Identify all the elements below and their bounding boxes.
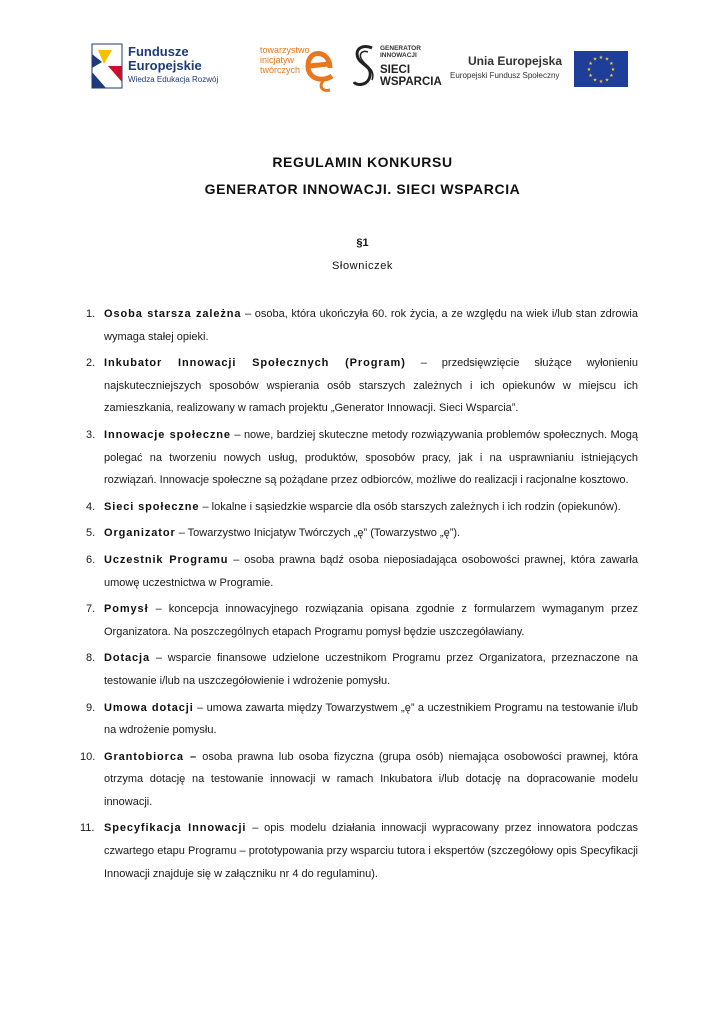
section-number: §1 bbox=[356, 237, 369, 249]
svg-text:★: ★ bbox=[592, 77, 598, 84]
definition-text: – koncepcja innowacyjnego rozwiązania opisana zgodnie z formularzem wymaganym przez Organizatora. Na poszczególnych etapach Programu pomysł będzie uszczegóławiany. bbox=[104, 603, 638, 638]
fe-subtitle: Wiedza Edukacja Rozwój bbox=[128, 75, 219, 84]
section-title: Słowniczek bbox=[331, 260, 394, 272]
e-ogonek-icon bbox=[300, 40, 340, 92]
ue-title: Unia Europejska bbox=[468, 54, 563, 68]
fe-name-line1: Fundusze bbox=[128, 44, 189, 59]
doc-title-line1: REGULAMIN KONKURSU bbox=[272, 154, 453, 170]
doc-title-line2: GENERATOR INNOWACJI. SIECI WSPARCIA bbox=[204, 181, 521, 197]
definition-item bbox=[0, 496, 725, 519]
gis-small-line2: INNOWACJI bbox=[380, 52, 417, 59]
definition-number: 7. bbox=[86, 603, 96, 616]
definition-text: – lokalne i sąsiedzkie wsparcie dla osób starszych zależnych i ich rodzin (opiekunów). bbox=[199, 500, 621, 513]
definitions-list bbox=[0, 303, 725, 889]
definition-number: 6. bbox=[86, 553, 96, 566]
definition-text: – osoba, która ukończyła 60. rok życia, a ze względu na wiek i/lub stan zdrowia wymaga stałej opieki. bbox=[104, 308, 638, 343]
definition-item bbox=[0, 746, 725, 814]
definition-item bbox=[0, 522, 725, 545]
definition-item bbox=[0, 817, 725, 885]
definition-number: 5. bbox=[86, 527, 96, 540]
gis-big-line1: SIECI bbox=[380, 64, 411, 76]
definition-number: 2. bbox=[86, 357, 96, 370]
svg-text:★: ★ bbox=[609, 61, 614, 67]
svg-text:★: ★ bbox=[598, 55, 604, 61]
svg-text:★: ★ bbox=[609, 73, 614, 79]
eu-stars-icon bbox=[574, 51, 628, 87]
definition-text: – nowe, bardziej skuteczne metody rozwiązywania problemów społecznych. Mogą polegać na tworzeniu nowych usług, produktów, sposobów pracy, jak i na usprawnianiu istniejących rozwiązań. Innowacje społeczne są pożądane przez odbiorców, możliwe do realizacji i racjonalne kosztowo. bbox=[104, 428, 638, 487]
definition-number: 1. bbox=[86, 308, 96, 320]
svg-text:★: ★ bbox=[588, 61, 593, 67]
tit-line3: twórczych bbox=[260, 65, 301, 75]
definition-text: – opis modelu działania innowacji wypracowany przez innowatora podczas czwartego etapu Programu – prototypowania przy wsparciu tutora i ekspertów (szczegółowy opis Specyfikacji Innowacji znajduje się w załączniku nr 4 do regulaminu). bbox=[104, 822, 638, 880]
definition-item bbox=[0, 697, 725, 742]
unia-europejska-logo bbox=[450, 38, 630, 94]
header-logos bbox=[0, 38, 725, 94]
svg-text:★: ★ bbox=[586, 67, 592, 73]
definition-number: 10. bbox=[80, 750, 96, 763]
svg-text:★: ★ bbox=[610, 67, 616, 73]
definition-term: Specyfikacja Innowacji bbox=[104, 822, 247, 835]
definition-term: Pomysł bbox=[104, 603, 149, 616]
definition-number: 3. bbox=[86, 428, 96, 441]
definition-term: Uczestnik Programu bbox=[104, 553, 229, 566]
definition-item bbox=[0, 424, 725, 492]
fe-flag-icon bbox=[90, 42, 124, 90]
definition-text: – wsparcie finansowe udzielone uczestnikom Programu przez Organizatora, przeznaczone na testowanie i/lub na uszczegółowienie i wdrożenie pomysłu. bbox=[104, 652, 638, 687]
tit-line2: inicjatyw bbox=[260, 55, 295, 65]
definition-term: Dotacja bbox=[104, 652, 151, 665]
gis-small-line1: GENERATOR bbox=[380, 45, 421, 52]
definition-item bbox=[0, 549, 725, 594]
gis-s-icon bbox=[350, 42, 378, 92]
definition-text: – przedsięwzięcie służące wyłonieniu najskuteczniejszych sposobów wspierania osób starszych zależnych i ich opiekunów w miejscu ich zamieszkania, realizowany w ramach projektu „Generator Innowacji. Sieci Wsparcia”. bbox=[104, 357, 638, 415]
definition-item bbox=[0, 598, 725, 643]
svg-text:★: ★ bbox=[592, 56, 598, 63]
definition-number: 4. bbox=[86, 500, 96, 513]
definition-text: osoba prawna lub osoba fizyczna (grupa osób) niemająca osobowości prawnej, która otrzyma dotację na testowanie innowacji w ramach Inkubatora i/lub dotację na dopracowanie modelu innowacji. bbox=[104, 750, 639, 808]
ue-subtitle: Europejski Fundusz Społeczny bbox=[450, 71, 560, 80]
definition-term: Innowacje społeczne bbox=[104, 428, 231, 441]
definition-text: – Towarzystwo Inicjatyw Twórczych „ę” (Towarzystwo „ę”). bbox=[175, 527, 461, 540]
definition-term: Grantobiorca – bbox=[104, 750, 198, 763]
svg-text:★: ★ bbox=[588, 73, 593, 79]
definition-term: Organizator bbox=[104, 527, 176, 540]
tit-line1: towarzystwo bbox=[260, 45, 310, 55]
eu-flag-icon bbox=[574, 51, 628, 87]
svg-text:★: ★ bbox=[604, 56, 610, 63]
svg-text:★: ★ bbox=[598, 79, 604, 85]
definition-number: 9. bbox=[86, 701, 96, 714]
definition-term: Sieci społeczne bbox=[104, 500, 200, 513]
definition-item bbox=[0, 352, 725, 420]
svg-text:★: ★ bbox=[604, 77, 610, 84]
definition-number: 11. bbox=[80, 822, 95, 835]
definition-term: Osoba starsza zależna bbox=[104, 308, 242, 320]
definition-item bbox=[0, 647, 725, 692]
fundusze-europejskie-logo bbox=[90, 38, 240, 94]
fe-name-line2: Europejskie bbox=[128, 58, 202, 73]
gis-big-line2: WSPARCIA bbox=[380, 76, 442, 88]
generator-innowacji-logo bbox=[350, 38, 450, 94]
towarzystwo-logo bbox=[258, 38, 338, 94]
definition-text: – umowa zawarta między Towarzystwem „ę” a uczestnikiem Programu na testowanie i/lub na wdrożenie pomysłu. bbox=[104, 701, 638, 737]
definition-term: Umowa dotacji bbox=[104, 701, 194, 714]
definition-item bbox=[0, 303, 725, 348]
definition-term: Inkubator Innowacji Społecznych (Program) bbox=[104, 357, 406, 370]
definition-number: 8. bbox=[86, 652, 96, 665]
definition-text: – osoba prawna bądź osoba nieposiadająca osobowości prawnej, która zawarła umowę uczestnictwa w Programie. bbox=[104, 553, 638, 589]
